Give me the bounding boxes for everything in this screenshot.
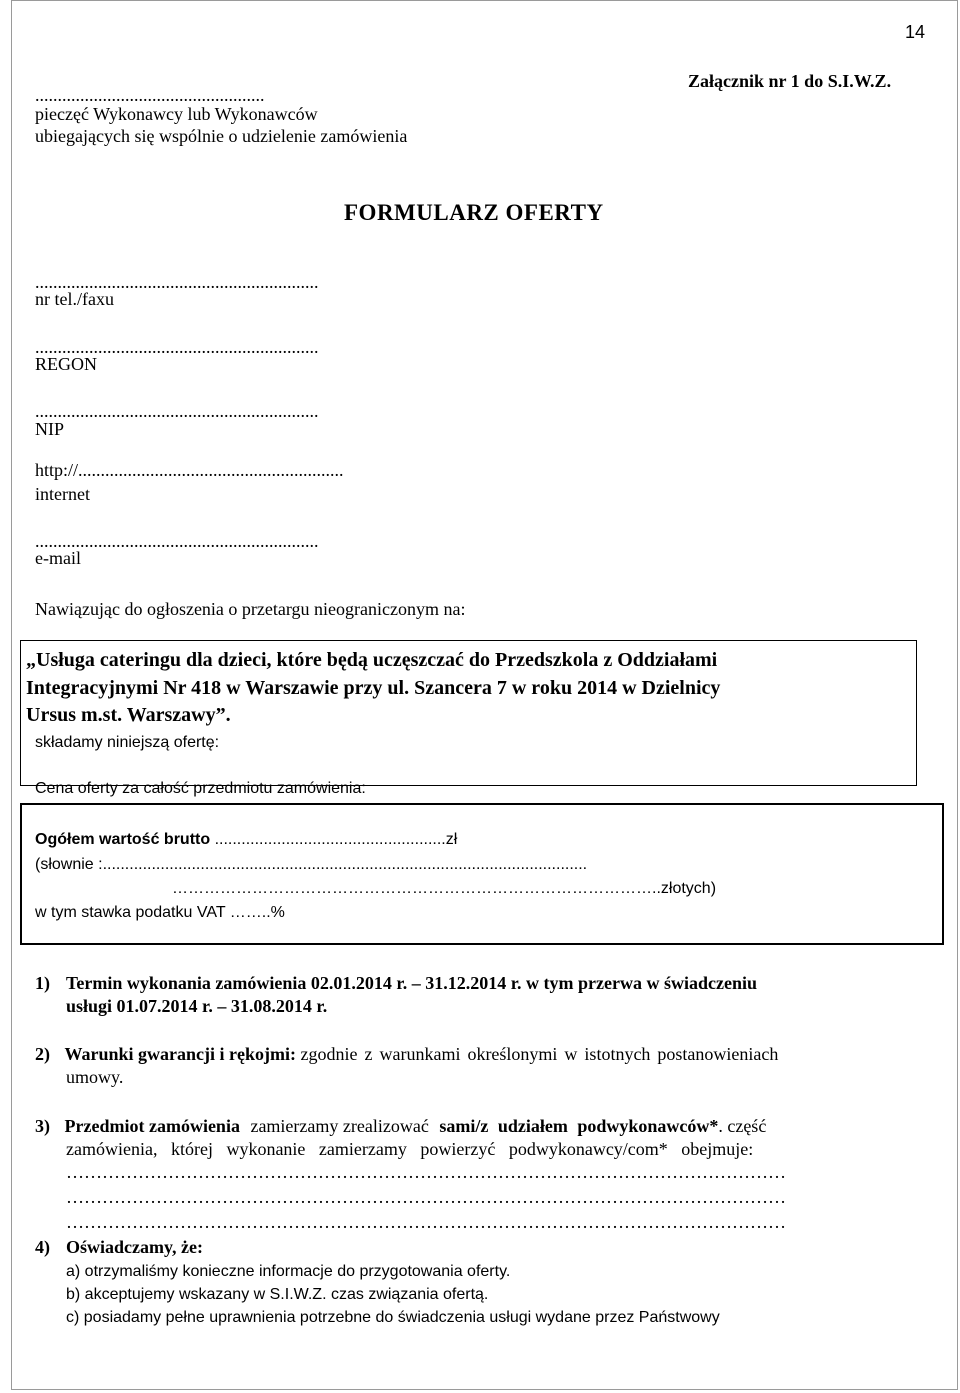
item-1-number: 1) — [35, 973, 50, 993]
item-3-text-c: . część — [718, 1116, 767, 1136]
words-dots[interactable]: ............................................................................................................. — [102, 856, 588, 873]
words-end-row — [172, 879, 716, 899]
field-line[interactable]: ............................................................... — [35, 401, 319, 421]
subject-line-2: Integracyjnymi Nr 418 w Warszawie przy ul. Szancera 7 w roku 2014 w Dzielnicy — [26, 677, 721, 699]
item-1-line-2: usługi 01.07.2014 r. – 31.08.2014 r. — [66, 996, 328, 1016]
attachment-label: Załącznik nr 1 do S.I.W.Z. — [688, 71, 892, 91]
item-3-line-2: zamówienia, której wykonanie zamierzamy powierzyć podwykonawcy/com* obejmuje: — [66, 1139, 754, 1159]
item-2-number: 2) — [35, 1044, 50, 1064]
total-unit: zł — [445, 831, 458, 848]
vat-label: w tym stawka podatku VAT — [35, 904, 226, 921]
item-4-heading: Oświadczamy, że: — [66, 1237, 203, 1257]
words-end-dots[interactable]: ……………………………………………………………………………….. — [172, 880, 661, 897]
words-label: (słownie : — [35, 856, 103, 873]
intro-text: Nawiązując do ogłoszenia o przetargu nieograniczonym na: — [35, 599, 466, 619]
field-line[interactable]: ............................................................... — [35, 272, 319, 292]
stamp-line-2: ubiegających się wspólnie o udzielenie zamówienia — [35, 126, 408, 146]
vat-dots[interactable]: …….. — [229, 904, 271, 921]
item-3-text-a: zamierzamy zrealizować — [250, 1116, 429, 1136]
field-label-email: e-mail — [35, 548, 81, 568]
stamp-dots: ................................................... — [35, 85, 265, 105]
item-4-number: 4) — [35, 1237, 50, 1257]
item-3-bold-b: sami/z udziałem podwykonawców* — [439, 1116, 719, 1136]
item-3-line-1 — [35, 1115, 766, 1137]
total-dots[interactable]: .................................................... — [214, 831, 446, 848]
item-2-text: zgodnie z warunkami określonymi w istotnych postanowieniach — [300, 1044, 779, 1064]
words-end: złotych) — [660, 880, 717, 897]
field-label-internet: internet — [35, 484, 90, 504]
item-3-dots-2[interactable]: ………………………………………………………………………………………………………… — [66, 1187, 786, 1207]
item-2-line-2: umowy. — [66, 1067, 124, 1087]
item-2-heading: Warunki gwarancji i rękojmi: — [64, 1044, 296, 1064]
total-row — [35, 830, 457, 850]
item-3-number: 3) — [35, 1116, 50, 1136]
item-4-a: a) otrzymaliśmy konieczne informacje do przygotowania oferty. — [66, 1263, 511, 1280]
vat-row — [35, 903, 285, 923]
field-line[interactable]: ............................................................... — [35, 531, 319, 551]
submit-text: składamy niniejszą ofertę: — [35, 734, 220, 751]
item-1-line-1: Termin wykonania zamówienia 02.01.2014 r. – 31.12.2014 r. w tym przerwa w świadczeniu — [66, 973, 757, 993]
item-3-dots-3[interactable]: ………………………………………………………………………………………………………… — [66, 1212, 786, 1232]
item-2-line-1 — [35, 1043, 778, 1065]
field-label-regon: REGON — [35, 354, 97, 374]
page-number: 14 — [905, 22, 926, 42]
price-label: Cena oferty za całość przedmiotu zamówienia: — [35, 780, 366, 797]
field-line[interactable]: ............................................................... — [35, 337, 319, 357]
subject-line-1: „Usługa cateringu dla dzieci, które będą uczęszczać do Przedszkola z Oddziałami — [26, 649, 718, 671]
total-label: Ogółem wartość brutto — [35, 831, 211, 848]
field-label-phone-fax: nr tel./faxu — [35, 289, 114, 309]
item-3-heading: Przedmiot zamówienia — [64, 1116, 240, 1136]
item-3-dots-1[interactable]: ………………………………………………………………………………………………………… — [66, 1162, 786, 1182]
words-row — [35, 855, 587, 875]
subject-line-3: Ursus m.st. Warszawy”. — [26, 704, 231, 726]
field-line[interactable]: http://........................................................... — [35, 460, 344, 480]
item-4-c: c) posiadamy pełne uprawnienia potrzebne do świadczenia usługi wydane przez Państwowy — [66, 1309, 720, 1326]
item-4-b: b) akceptujemy wskazany w S.I.W.Z. czas związania ofertą. — [66, 1286, 489, 1303]
stamp-line-1: pieczęć Wykonawcy lub Wykonawców — [35, 104, 318, 124]
field-label-nip: NIP — [35, 419, 65, 439]
form-title: FORMULARZ OFERTY — [344, 200, 604, 225]
vat-unit: % — [270, 904, 285, 921]
